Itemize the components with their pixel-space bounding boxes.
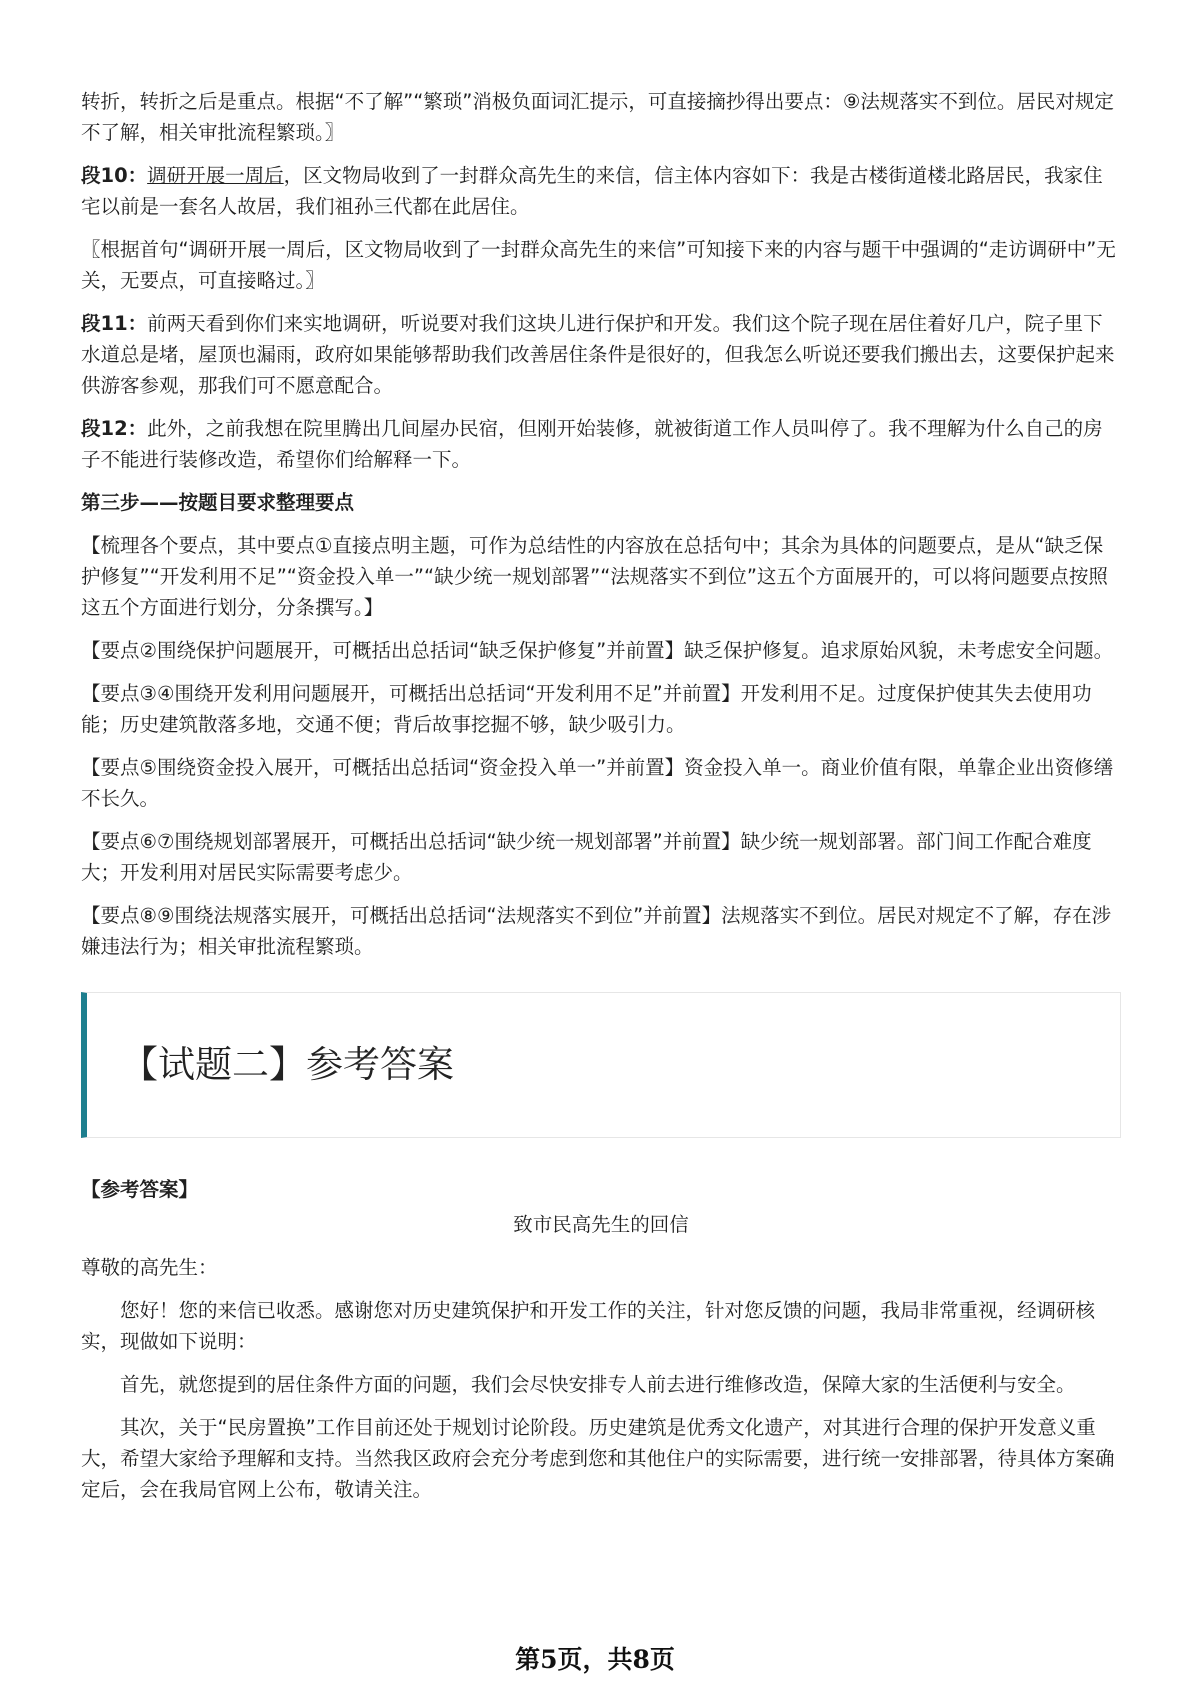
- paragraph-label: 段11：: [81, 312, 148, 335]
- paragraph-text: ，区文物局收到了一封群众高先生的来信，信主体内容如下：我是古楼街道楼北路居民，我家住宅以前是一套名人故居，我们祖孙三代都在此居住。: [81, 164, 1103, 218]
- paragraph-text: 此外，之前我想在院里腾出几间屋办民宿，但刚开始装修，就被街道工作人员叫停了。我不理解为什么自己的房子不能进行装修改造，希望你们给解释一下。: [81, 417, 1103, 471]
- point-item: 【要点⑥⑦围绕规划部署展开，可概括出总括词“缺少统一规划部署”并前置】缺少统一规划部署。部门间工作配合难度大；开发利用对居民实际需要考虑少。: [81, 830, 1092, 884]
- point-item: 【要点③④围绕开发利用问题展开，可概括出总括词“开发利用不足”并前置】开发利用不足。过度保护使其失去使用功能；历史建筑散落多地，交通不便；背后故事挖掘不够，缺少吸引力。: [81, 682, 1092, 736]
- point-item: 【要点⑤围绕资金投入展开，可概括出总括词“资金投入单一”并前置】资金投入单一。商业价值有限，单靠企业出资修缮不长久。: [81, 756, 1114, 810]
- letter-paragraph: 首先，就您提到的居住条件方面的问题，我们会尽快安排专人前去进行维修改造，保障大家的生活便利与安全。: [120, 1373, 1076, 1396]
- paragraph-continued: 转折，转折之后是重点。根据“不了解”“繁琐”消极负面词汇提示，可直接摘抄得出要点：⑨法规落实不到位。居民对规定不了解，相关审批流程繁琐。〗: [81, 90, 1114, 144]
- point-item: 【要点⑧⑨围绕法规落实展开，可概括出总括词“法规落实不到位”并前置】法规落实不到位。居民对规定不了解，存在涉嫌违法行为；相关审批流程繁琐。: [81, 904, 1112, 958]
- page-number-footer: 第5页，共8页: [515, 1645, 675, 1674]
- paragraph-12: [81, 413, 1121, 475]
- answer-label: 【参考答案】: [81, 1178, 199, 1201]
- paragraph-label: 段10：: [81, 164, 148, 187]
- summary-note: 【梳理各个要点，其中要点①直接点明主题，可作为总结性的内容放在总括句中；其余为具体的问题要点，是从“缺乏保护修复”“开发利用不足”“资金投入单一”“缺少统一规划部署”“法规落实不到位”这五个方面展开的，可以将问题要点按照这五个方面进行划分，分条撰写。】: [81, 534, 1108, 619]
- letter-salutation: 尊敬的高先生：: [81, 1256, 218, 1279]
- paragraph-11: [81, 308, 1121, 401]
- paragraph-text: 前两天看到你们来实地调研，听说要对我们这块儿进行保护和开发。我们这个院子现在居住着好几户，院子里下水道总是堵，屋顶也漏雨，政府如果能够帮助我们改善居住条件是很好的，但我怎么听说还要我们搬出去，这要保护起来供游客参观，那我们可不愿意配合。: [81, 312, 1115, 397]
- underlined-phrase: 调研开展一周后: [147, 164, 284, 187]
- section-title: 【试题二】参考答案: [121, 1043, 454, 1086]
- letter-paragraph: 其次，关于“民房置换”工作目前还处于规划讨论阶段。历史建筑是优秀文化遗产，对其进行合理的保护开发意义重大，希望大家给予理解和支持。当然我区政府会充分考虑到您和其他住户的实际需要，进行统一安排部署，待具体方案确定后，会在我局官网上公布，敬请关注。: [81, 1416, 1115, 1501]
- section-header-box: [81, 992, 1121, 1138]
- analysis-note-10: 〖根据首句“调研开展一周后，区文物局收到了一封群众高先生的来信”可知接下来的内容与题干中强调的“走访调研中”无关，无要点，可直接略过。〗: [81, 238, 1116, 292]
- point-item: 【要点②围绕保护问题展开，可概括出总括词“缺乏保护修复”并前置】缺乏保护修复。追求原始风貌，未考虑安全问题。: [81, 639, 1114, 662]
- letter-paragraph: 您好！您的来信已收悉。感谢您对历史建筑保护和开发工作的关注，针对您反馈的问题，我局非常重视，经调研核实，现做如下说明：: [81, 1299, 1096, 1353]
- step3-heading: 第三步——按题目要求整理要点: [81, 491, 355, 514]
- paragraph-10: [81, 160, 1121, 222]
- letter-title: 致市民高先生的回信: [513, 1213, 689, 1236]
- document-body: [81, 86, 1121, 1517]
- paragraph-label: 段12：: [81, 417, 148, 440]
